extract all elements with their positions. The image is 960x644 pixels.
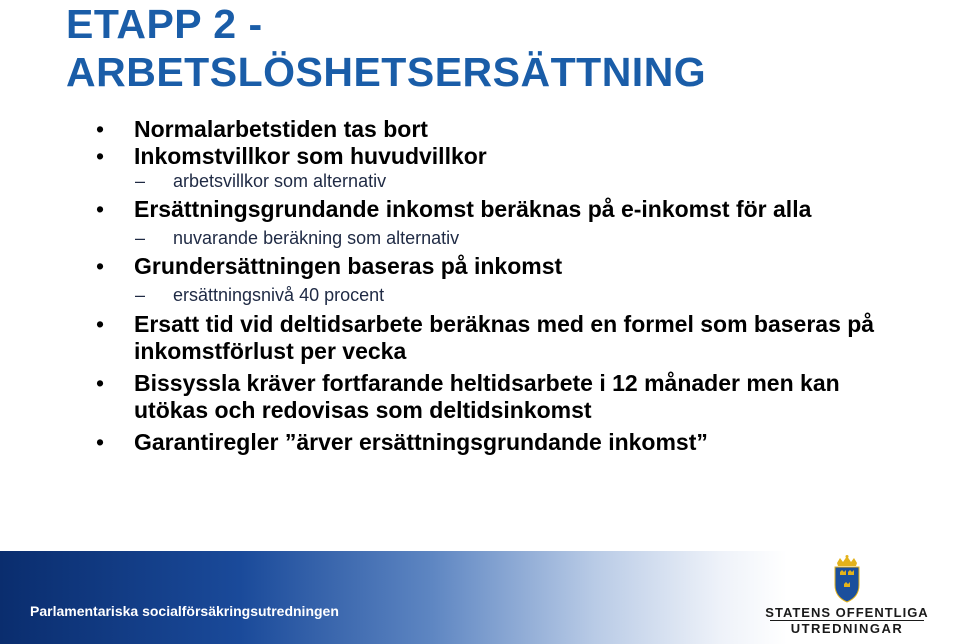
coat-of-arms-icon [809, 555, 885, 605]
title-line-1: ETAPP 2 - [66, 1, 263, 47]
bullet-list [0, 116, 960, 456]
logo-text-line-2: UTREDNINGAR [790, 621, 904, 636]
bullet-item: • Ersättningsgrundande inkomst beräknas på e-inkomst för alla [0, 196, 960, 223]
footer-org-name: Parlamentariska socialförsäkringsutredningen [30, 603, 339, 619]
bullet-item: • Normalarbetstiden tas bort [0, 116, 960, 143]
sub-bullet-item: – arbetsvillkor som alternativ [0, 170, 960, 192]
sub-bullet-item: – nuvarande beräkning som alternativ [0, 227, 960, 249]
title-line-2: ARBETSLÖSHETSERSÄTTNING [66, 49, 707, 95]
slide-title [66, 0, 706, 96]
logo-text-line-1: STATENS OFFENTLIGA [765, 605, 929, 620]
bullet-item: • Grundersättningen baseras på inkomst [0, 253, 960, 280]
sou-logo [762, 555, 932, 641]
bullet-item: • Bissyssla kräver fortfarande heltidsarbete i 12 månader men kan utökas och redovisas som deltidsinkomst [0, 370, 960, 424]
bullet-item: • Ersatt tid vid deltidsarbete beräknas med en formel som baseras på inkomstförlust per vecka [0, 311, 960, 365]
sub-bullet-item: – ersättningsnivå 40 procent [0, 284, 960, 306]
bullet-item: • Garantiregler ”ärver ersättningsgrundande inkomst” [0, 429, 960, 456]
bullet-item: • Inkomstvillkor som huvudvillkor [0, 143, 960, 170]
